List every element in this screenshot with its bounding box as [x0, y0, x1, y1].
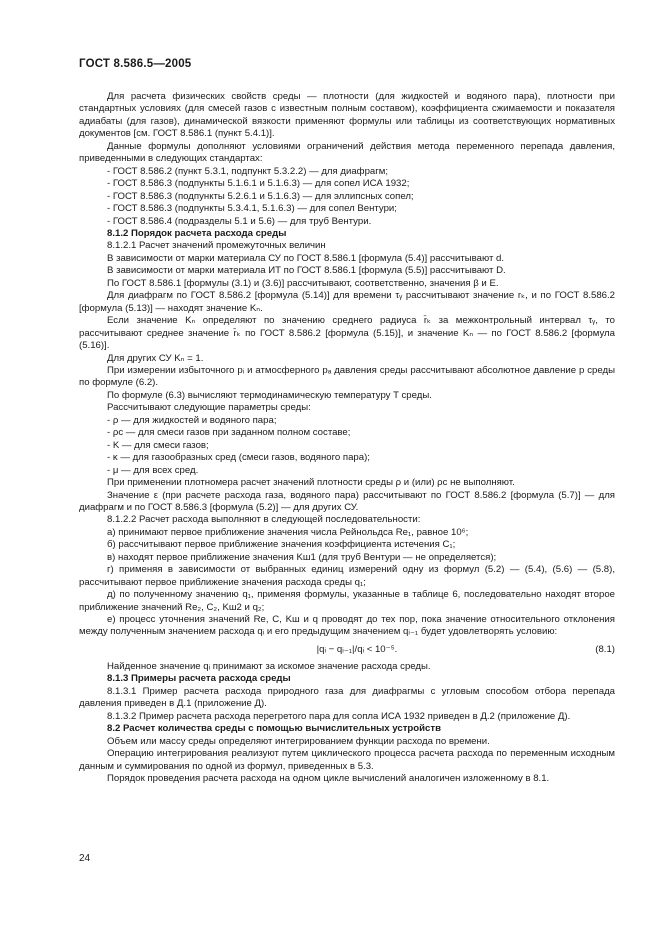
section-heading: 8.1.3 Примеры расчета расхода среды: [107, 673, 291, 685]
paragraph: По ГОСТ 8.586.1 [формулы (3.1) и (3.6)] рассчитывают, соответственно, значения β и E.: [107, 277, 499, 289]
paragraph: В зависимости от марки материала ИТ по ГОСТ 8.586.1 [формула (5.5)] рассчитывают D.: [107, 265, 506, 277]
paragraph: Найденное значение qᵢ принимают за искомое значение расхода среды.: [107, 660, 431, 672]
paragraph: д) по полученному значению q₁, применяя формулы, указанные в таблице 6, последовательно находят второе приближение значений Re₂, C₂, Kш2 и q₂;: [79, 589, 615, 613]
paragraph: в) находят первое приближение значения Kш1 (для труб Вентури — не определяется);: [107, 551, 497, 563]
list-item: - μ — для всех сред.: [107, 464, 199, 476]
paragraph: При измерении избыточного pᵢ и атмосферного pₐ давления среды рассчитывают абсолютное давление p среды по формуле (6.2).: [79, 364, 615, 389]
formula-8-1: [79, 639, 615, 661]
paragraph: Для диафрагм по ГОСТ 8.586.2 [формула (5.14)] для времени τᵧ рассчитывают значение rₖ, и по ГОСТ 8.586.2 [формула (5.13)] — находят значение Kₙ.: [79, 290, 615, 314]
paragraph: 8.1.2.1 Расчет значений промежуточных величин: [107, 240, 326, 252]
section-heading: 8.1.2 Порядок расчета расхода среды: [107, 227, 287, 239]
paragraph: 8.1.3.1 Пример расчета расхода природного газа для диафрагмы с угловым способом отбора перепада давления приведен в Д.1 (приложение Д).: [79, 685, 615, 710]
paragraph: По формуле (6.3) вычисляют термодинамическую температуру T среды.: [107, 389, 432, 401]
formula-expression: |qᵢ − qᵢ₋₁|/qᵢ < 10⁻⁵.: [316, 643, 398, 655]
list-item: - ГОСТ 8.586.3 (подпункты 5.2.6.1 и 5.1.6.3) — для эллипсных сопел;: [107, 190, 414, 202]
paragraph: При применении плотномера расчет значений плотности среды ρ и (или) ρс не выполняют.: [107, 477, 515, 489]
paragraph: б) рассчитывают первое приближение значения коэффициента истечения C₁;: [107, 539, 456, 551]
paragraph: Значение ε (при расчете расхода газа, водяного пара) рассчитывают по ГОСТ 8.586.2 [формула (5.7)] — для диафрагм и по ГОСТ 8.586.3 [формула (5.2)] — для других СУ.: [79, 489, 615, 513]
page-number: 24: [79, 853, 91, 864]
section-heading: 8.2 Расчет количества среды с помощью вычислительных устройств: [107, 723, 441, 735]
list-item: - ρ — для жидкостей и водяного пара;: [107, 414, 277, 426]
page-header-standard-id: ГОСТ 8.586.5—2005: [79, 58, 192, 70]
paragraph: Рассчитывают следующие параметры среды:: [107, 402, 311, 414]
paragraph: Для других СУ Kₙ = 1.: [107, 352, 204, 364]
paragraph: Объем или массу среды определяют интегрированием функции расхода по времени.: [107, 735, 490, 747]
paragraph: 8.1.2.2 Расчет расхода выполняют в следующей последовательности:: [107, 514, 421, 526]
formula-number: (8.1): [595, 643, 615, 655]
list-item: - ГОСТ 8.586.3 (подпункты 5.3.4.1, 5.1.6.3) — для сопел Вентури;: [107, 203, 397, 215]
list-item: - ρс — для смеси газов при заданном полном составе;: [107, 427, 351, 439]
paragraph: 8.1.3.2 Пример расчета расхода перегретого пара для сопла ИСА 1932 приведен в Д.2 (приложение Д).: [107, 710, 571, 722]
paragraph: а) принимают первое приближение значения числа Рейнольдса Re₁, равное 10⁶;: [107, 526, 469, 538]
paragraph: Данные формулы дополняют условиями ограничений действия метода переменного перепада давления, приведенными в следующих стандартах:: [79, 140, 615, 165]
paragraph: В зависимости от марки материала СУ по ГОСТ 8.586.1 [формула (5.4)] рассчитывают d.: [107, 252, 505, 264]
list-item: - κ — для газообразных сред (смеси газов, водяного пара);: [107, 452, 370, 464]
paragraph: Если значение Kₙ определяют по значению среднего радиуса r̄ₖ за межконтрольный интервал τᵧ, то рассчитывают среднее значение r̄ₖ по ГОСТ 8.586.2 [формула (5.15)], и значение Kₙ — по ГОСТ 8.586.2 [формула (5.16)].: [79, 315, 615, 352]
list-item: - K — для смеси газов;: [107, 439, 209, 451]
paragraph: г) применяя в зависимости от выбранных единиц измерений одну из формул (5.2) — (5.4), (5.6) — (5.8), рассчитывают первое приближение значения расхода среды q₁;: [79, 564, 615, 588]
list-item: - ГОСТ 8.586.4 (подразделы 5.1 и 5.6) — для труб Вентури.: [107, 215, 372, 227]
paragraph: Порядок проведения расчета расхода на одном цикле вычислений аналогичен изложенному в 8.1.: [107, 773, 550, 785]
paragraph: Для расчета физических свойств среды — плотности (для жидкостей и водяного пара), плотности при стандартных условиях (для смесей газов с известным полным составом), коэффициента сжимаемости и показателя адиабаты (для газов), динамической вязкости применяют формулы или таблицы из соответствующих нормативных документов [см. ГОСТ 8.586.1 (пункт 5.4.1)].: [79, 91, 615, 140]
list-item: - ГОСТ 8.586.2 (пункт 5.3.1, подпункт 5.3.2.2) — для диафрагм;: [107, 165, 389, 177]
paragraph: е) процесс уточнения значений Re, C, Kш и q проводят до тех пор, пока значение относительного отклонения между полученным значением расхода qᵢ и его предыдущим значением qᵢ₋₁ будет удовлетворять условию:: [79, 614, 615, 638]
document-body: [79, 91, 615, 785]
list-item: - ГОСТ 8.586.3 (подпункты 5.1.6.1 и 5.1.6.3) — для сопел ИСА 1932;: [107, 178, 410, 190]
paragraph: Операцию интегрирования реализуют путем циклического процесса расчета расхода по переменным исходным данным и суммирования по одной из формул, приведенных в 5.3.: [79, 748, 615, 772]
